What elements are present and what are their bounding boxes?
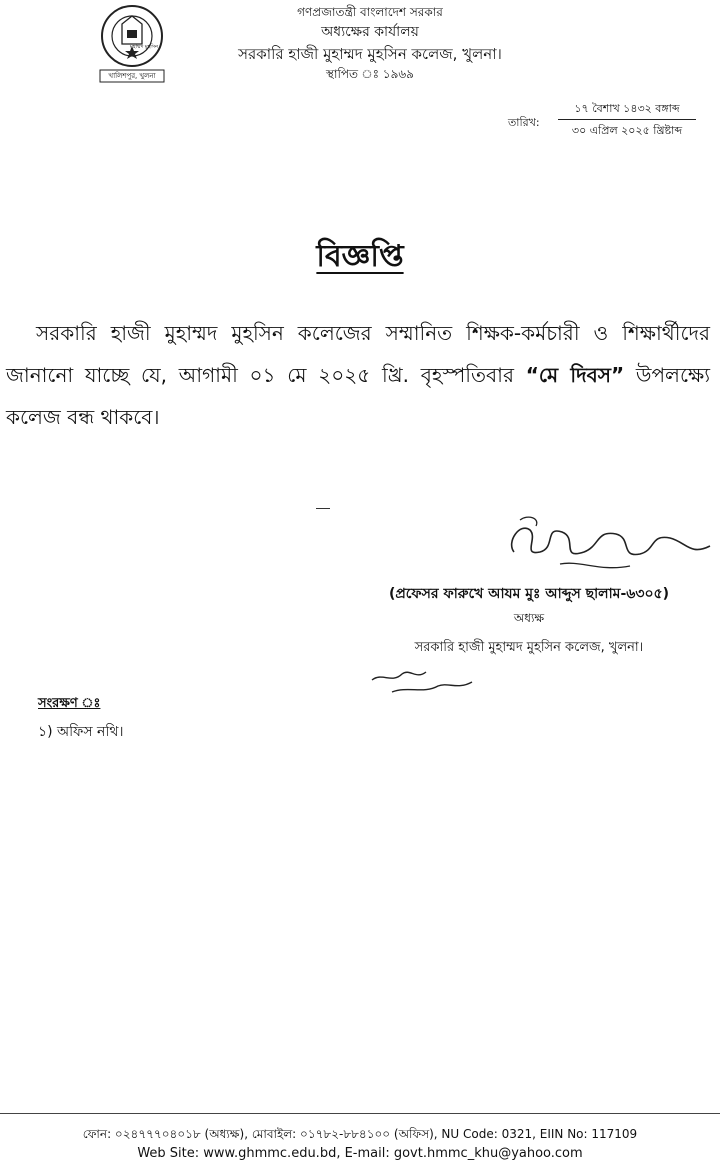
stray-mark [316, 508, 330, 509]
preservation-item: ১) অফিস নথি। [38, 724, 124, 740]
date-block [480, 100, 710, 146]
date-divider [558, 119, 696, 120]
college-logo [96, 2, 168, 84]
notice-title-text: বিজ্ঞপ্তি [316, 239, 404, 274]
notice-body [6, 312, 710, 438]
date-label: তারিখ: [508, 116, 540, 129]
notice-body-part2: উপলক্ষ্যে কলেজ বন্ধ থাকবে। [6, 363, 711, 429]
principal-signature [500, 512, 720, 582]
letterhead [170, 4, 570, 83]
signatory-college: সরকারি হাজী মুহাম্মদ মুহসিন কলেজ, খুলনা। [414, 640, 644, 655]
date-gregorian: ৩০ এপ্রিল ২০২৫ খ্রিষ্টাব্দ [571, 124, 683, 137]
signatory-designation: অধ্যক্ষ [513, 611, 545, 625]
established-line: স্থাপিত ঃ ১৯৬৯ [326, 67, 414, 81]
government-line: গণপ্রজাতন্ত্রী বাংলাদেশ সরকার [297, 5, 443, 19]
logo-ring-text: মুহাম্মদ মুহসিন [130, 44, 158, 50]
college-name: সরকারি হাজী মুহাম্মদ মুহসিন কলেজ, খুলনা। [238, 45, 502, 63]
footer-contact: ফোন: ০২৪৭৭৭০৪০১৮ (অধ্যক্ষ), মোবাইল: ০১৭৮২-৮৮৪১০০ (অফিস), NU Code: 0321, EIIN No: 117109 [82, 1127, 638, 1141]
notice-title [0, 232, 720, 283]
date-bangla: ১৭ বৈশাখ ১৪৩২ বঙ্গাব্দ [574, 102, 680, 115]
footer-web: Web Site: www.ghmmc.edu.bd, E-mail: govt.hmmc_khu@yahoo.com [137, 1146, 583, 1161]
initials-signature [368, 662, 478, 698]
footer-divider [0, 1113, 720, 1114]
notice-body-part1: সরকারি হাজী মুহাম্মদ মুহসিন কলেজের সম্মানিত শিক্ষক-কর্মচারী ও শিক্ষার্থীদের জানানো যাচ্ছে যে, আগামী ০১ মে ২০২৫ খ্রি. বৃহস্পতিবার [6, 321, 710, 387]
signatory-name: (প্রফেসর ফারুখে আযম মুঃ আব্দুস ছালাম-৬৩০৫) [388, 586, 670, 602]
logo-caption: খালিশপুর, খুলনা [108, 72, 156, 80]
preservation-heading: সংরক্ষণ ঃ [38, 696, 101, 711]
office-line: অধ্যক্ষের কার্যালয় [321, 24, 419, 40]
notice-body-highlight: “মে দিবস” [525, 363, 625, 387]
